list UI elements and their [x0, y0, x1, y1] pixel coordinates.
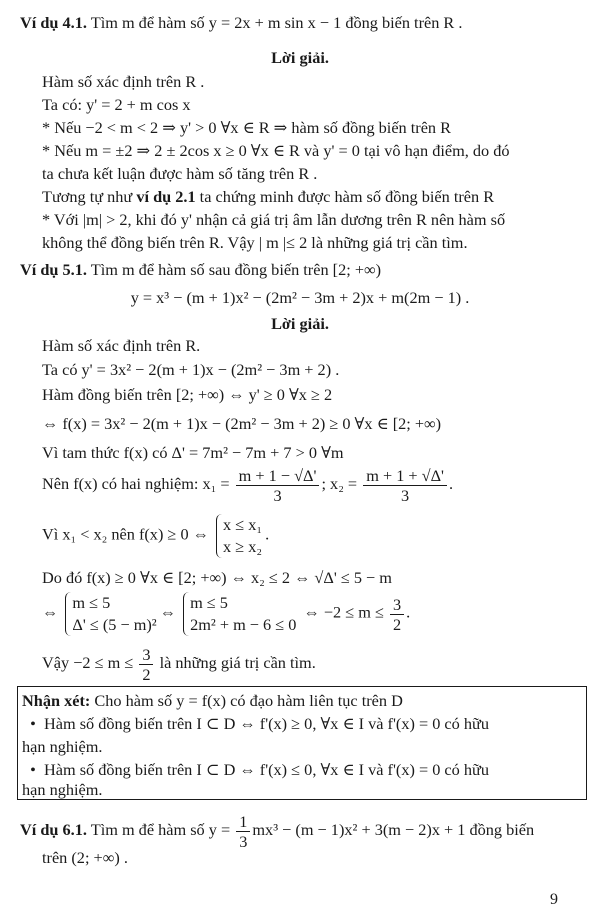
- text-line: hạn nghiệm.: [22, 780, 103, 799]
- text-fragment: Tìm m để hàm số y =: [90, 820, 231, 840]
- system-1: [65, 592, 156, 636]
- system-item: 2m² + m − 6 ≤ 0: [190, 615, 297, 634]
- roots-line: Nên f(x) có hai nghiệm: x₁ = $\frac{m + 1 - √\Delta'}{3}$ ; x₂ = $\frac{m + 1 + √\Delta'}{3}$ .: [42, 466, 454, 505]
- text-line: * Với |m| > 2, khi đó y' nhận cả giá trị âm lẫn dương trên R nên hàm số: [42, 210, 506, 229]
- example-heading: Ví dụ 4.1.: [20, 13, 87, 32]
- text-fragment: Hàm số đồng biến trên I ⊂ D ⇔ f'(x) ≥ 0, ∀x ∈ I và f'(x) = 0 có hữu: [44, 714, 489, 733]
- example-heading: Ví dụ 6.1.: [20, 820, 87, 840]
- conclusion-line: [42, 645, 316, 684]
- fraction-x1: [236, 466, 320, 505]
- fraction-3-2: [139, 645, 153, 684]
- numerator: m + 1 + √Δ': [363, 466, 447, 486]
- numerator: 3: [139, 645, 153, 665]
- text-fragment: Nên f(x) có hai nghiệm: x₁ =: [42, 474, 230, 494]
- text-line: Ta có: y' = 2 + m cos x: [42, 95, 191, 114]
- text-fragment: Cho hàm số y = f(x) có đạo hàm liên tục trên D: [90, 691, 403, 710]
- text-line: Hàm đồng biến trên [2; +∞) ⇔ y' ≥ 0 ∀x ≥ 2: [42, 385, 333, 404]
- text-line: Vì tam thức f(x) có Δ' = 7m² − 7m + 7 > 0 ∀m: [42, 443, 344, 462]
- text-fragment: Hàm số đồng biến trên I ⊂ D ⇔ f'(x) ≤ 0, ∀x ∈ I và f'(x) = 0 có hữu: [44, 760, 489, 779]
- text-fragment: ta chứng minh được hàm số đồng biến trên R: [195, 187, 495, 206]
- text-fragment: ⇔ −2 ≤ m ≤: [303, 602, 384, 622]
- text-fragment: mx³ − (m − 1)x² + 3(m − 2)x + 1 đồng biến: [252, 820, 535, 840]
- text-line: ta chưa kết luận được hàm số tăng trên R .: [42, 164, 318, 183]
- text-line: không thể đồng biến trên R. Vậy | m |≤ 2 là những giá trị cần tìm.: [42, 233, 468, 252]
- remark-intro: [22, 689, 403, 712]
- denominator: 2: [393, 614, 402, 634]
- example-text: Tìm m để hàm số y = 2x + m sin x − 1 đồng biến trên R .: [90, 13, 463, 32]
- text-line: ⇔ f(x) = 3x² − 2(m + 1)x − (2m² − 3m + 2) ≥ 0 ∀x ∈ [2; +∞): [42, 414, 442, 433]
- text-fragment: ⇔: [42, 602, 59, 622]
- text-line: Hàm số xác định trên R.: [42, 336, 201, 355]
- case-system: [216, 514, 262, 558]
- text-line: * Nếu m = ±2 ⇒ 2 ± 2cos x ≥ 0 ∀x ∈ R và y' = 0 tại vô hạn điểm, do đó: [42, 141, 510, 160]
- text-fragment: ; x₂ =: [321, 474, 358, 494]
- remark-title: Nhận xét:: [22, 691, 91, 710]
- denominator: 3: [401, 486, 410, 505]
- example-heading: Ví dụ 5.1.: [20, 260, 87, 279]
- case-item: x ≥ x₂: [223, 537, 263, 556]
- denominator: 3: [273, 486, 282, 505]
- text-line: Do đó f(x) ≥ 0 ∀x ∈ [2; +∞) ⇔ x₂ ≤ 2 ⇔ √Δ' ≤ 5 − m: [42, 568, 392, 587]
- text-line: hạn nghiệm.: [22, 737, 103, 756]
- text-line: Ta có y' = 3x² − 2(m + 1)x − (2m² − 3m + 2) .: [42, 360, 340, 379]
- text-line: [42, 185, 494, 208]
- fraction-3-2: [390, 595, 404, 634]
- numerator: m + 1 − √Δ': [236, 466, 320, 486]
- bullet-icon: •: [30, 760, 36, 779]
- system-item: m ≤ 5: [72, 593, 111, 612]
- system-line: ⇔ m ≤ 5 Δ' ≤ (5 − m)² ⇔ m ≤ 5 2m² + m − 6 ≤ 0 ⇔ −2 ≤ m ≤ $\frac{3}{2}$ .: [42, 593, 411, 634]
- remark-bullet: [22, 712, 489, 735]
- fraction-x2: [363, 466, 447, 505]
- numerator: 3: [390, 595, 404, 615]
- text-line: trên (2; +∞) .: [42, 848, 128, 867]
- solution-title: Lời giải.: [271, 314, 329, 333]
- denominator: 3: [239, 832, 248, 851]
- page-number: 9: [550, 891, 558, 908]
- condition-line: Vì x₁ < x₂ nên f(x) ≥ 0 ⇔ x ≤ x₁ x ≥ x₂ .: [42, 515, 270, 556]
- denominator: 2: [142, 665, 151, 684]
- text-fragment: Tương tự như: [42, 187, 137, 206]
- text-line: Hàm số xác định trên R .: [42, 72, 205, 91]
- example-4-1-prompt: [20, 11, 462, 34]
- system-2: [183, 592, 296, 636]
- system-item: m ≤ 5: [190, 593, 228, 612]
- example-5-1-prompt: [20, 258, 381, 281]
- bullet-icon: •: [30, 714, 36, 733]
- text-fragment: Vậy −2 ≤ m ≤: [42, 653, 134, 673]
- case-item: x ≤ x₁: [223, 515, 263, 534]
- text-fragment: là những giá trị cần tìm.: [159, 653, 316, 673]
- solution-title: Lời giải.: [271, 48, 329, 67]
- fraction-1-3: [236, 812, 250, 851]
- text-fragment: Vì x₁ < x₂ nên f(x) ≥ 0 ⇔: [42, 524, 209, 544]
- example-text: Tìm m để hàm số sau đồng biến trên [2; +∞): [90, 260, 382, 279]
- text-line: * Nếu −2 < m < 2 ⇒ y' > 0 ∀x ∈ R ⇒ hàm số đồng biến trên R: [42, 118, 451, 137]
- function-formula: y = x³ − (m + 1)x² − (2m² − 3m + 2)x + m(2m − 1) .: [130, 288, 470, 307]
- numerator: 1: [236, 812, 250, 832]
- reference: ví dụ 2.1: [136, 187, 196, 206]
- system-item: Δ' ≤ (5 − m)²: [72, 615, 157, 634]
